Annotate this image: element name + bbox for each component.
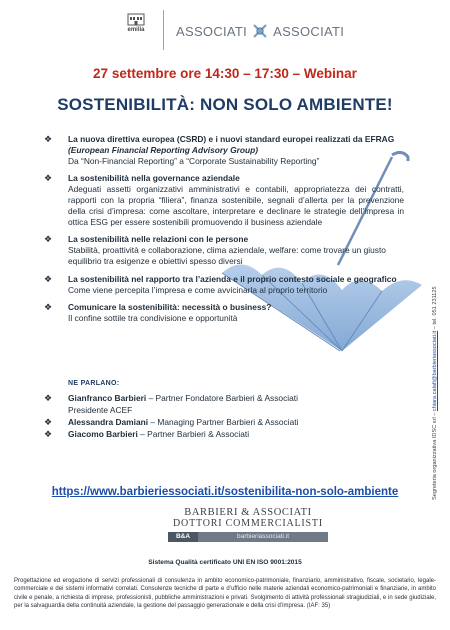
firm-logo: [168, 507, 328, 547]
topics-list: [44, 134, 404, 331]
firm-subtitle: DOTTORI COMMERCIALISTI: [173, 518, 323, 529]
page-title: SOSTENIBILITÀ: NON SOLO AMBIENTE!: [57, 95, 393, 114]
topic-subtitle: (European Financial Reporting Advisory Group): [68, 144, 259, 155]
firm-site: barbieriassociati.it: [236, 533, 290, 540]
diamond-bullet-icon: ❖: [44, 429, 53, 439]
speaker-name: Giacomo Barbieri: [68, 429, 138, 439]
speaker-item: [44, 428, 404, 440]
diamond-bullet-icon: ❖: [44, 134, 53, 144]
firm-initials: B&A: [168, 532, 198, 542]
side-suffix: – tel. 051 231125: [432, 286, 438, 331]
diamond-bullet-icon: ❖: [44, 273, 53, 284]
topic-title: La sostenibilità nelle relazioni con le persone: [68, 234, 249, 245]
topic-body: Stabilità, proattività e collaborazione, clima aziendale, welfare: come trovare un giusto equilibrio tra esigenze e obiettivi spesso diversi: [68, 245, 386, 266]
diamond-bullet-icon: ❖: [44, 417, 53, 427]
topic-title: Comunicare la sostenibilità: necessità o business?: [68, 302, 272, 313]
side-prefix: Segreteria organizzativa IDSC srl –: [432, 411, 438, 500]
header: [0, 8, 450, 54]
brand-left: ASSOCIATI: [176, 23, 248, 39]
topic-title: La sostenibilità nella governance aziendale: [68, 173, 240, 184]
diamond-bullet-icon: ❖: [44, 393, 53, 403]
knot-icon: [251, 22, 269, 40]
speaker-role: – Partner Barbieri & Associati: [137, 429, 250, 439]
brand-right: ASSOCIATI: [273, 23, 345, 39]
topic-title: La sostenibilità nel rapporto tra l’azienda e il proprio contesto sociale e geografico: [68, 273, 397, 284]
speaker-name: Alessandra Damiani: [68, 417, 149, 427]
side-contact-text: [432, 220, 438, 500]
associati-brand: [176, 21, 344, 41]
speaker-extra: Presidente ACEF: [68, 405, 133, 415]
topic-item: [44, 173, 404, 227]
certification-line: Sistema Qualità certificato UNI EN ISO 9001:2015: [148, 559, 302, 566]
speakers-list: [44, 392, 404, 440]
firm-name: BARBIERI & ASSOCIATI: [184, 507, 312, 518]
disclaimer-text: Progettazione ed erogazione di servizi professionali di consulenza in ambito economico-patrimoniale, finanziario, amministrativo, fiscale, societario, legale-commerciale e dei sistemi informativi correlati. Consulenze tecniche di parte e d’ufficio nelle materie aziendali economico-patrimoniali e finanziarie, in ambito civile e penale, a richiesta di imprese, professionisti, pubbliche amministrazioni e privati. Svolgimento di attività professionali stragiudiziali, e in sede giudiziale, per la salvaguardia della continuità aziendale, la gestione del passaggio generazionale e della crisi d’impresa. (IAF: 35): [14, 578, 436, 610]
emilia-label: emilia: [127, 27, 145, 33]
speaker-item: [44, 392, 404, 416]
speaker-role: – Managing Partner Barbieri & Associati: [148, 417, 299, 427]
speaker-name: Gianfranco Barbieri: [68, 393, 147, 403]
speaker-role: – Partner Fondatore Barbieri & Associati: [146, 393, 298, 403]
speaker-item: [44, 416, 404, 428]
speakers-label: NE PARLANO:: [68, 380, 120, 387]
firm-bar: [168, 532, 328, 542]
topic-item: [44, 234, 404, 266]
topic-body: Come viene percepita l’impresa e come avvicinarla al proprio territorio: [68, 284, 328, 295]
diamond-bullet-icon: ❖: [44, 173, 53, 184]
topic-body: Da “Non-Financial Reporting” a “Corporate Sustainability Reporting”: [68, 155, 320, 166]
header-divider: [163, 10, 164, 50]
diamond-bullet-icon: ❖: [44, 302, 53, 313]
contact-email-link[interactable]: chiara.calafi@barbieriassociati.it: [432, 330, 438, 412]
topic-item: [44, 134, 404, 166]
topic-title: La nuova direttiva europea (CSRD) e i nuovi standard europei realizzati da EFRAG: [68, 134, 395, 144]
emilia-logo: [121, 12, 151, 48]
event-url-link[interactable]: https://www.barbieriessociati.it/sostenibilita-non-solo-ambiente: [51, 486, 399, 498]
topic-body: Adeguati assetti organizzativi amministrativi e contabili, appropriatezza dei contratti, rapporti con la propria “filiera”, finanza sostenibile, segnali d’allerta per la prevenzione della crisi d’impresa: come ascoltare, interpretare e declinare le strategie dell’impresa in ottica ESG per essere sostenibili promuovendo il business aziendale: [68, 184, 404, 227]
topic-body: Il confine sottile tra condivisione e opportunità: [68, 313, 238, 324]
topic-item: [44, 274, 404, 296]
event-date-line: 27 settembre ore 14:30 – 17:30 – Webinar: [93, 66, 357, 81]
topic-item: [44, 302, 404, 324]
building-icon: [127, 12, 145, 26]
diamond-bullet-icon: ❖: [44, 234, 53, 245]
